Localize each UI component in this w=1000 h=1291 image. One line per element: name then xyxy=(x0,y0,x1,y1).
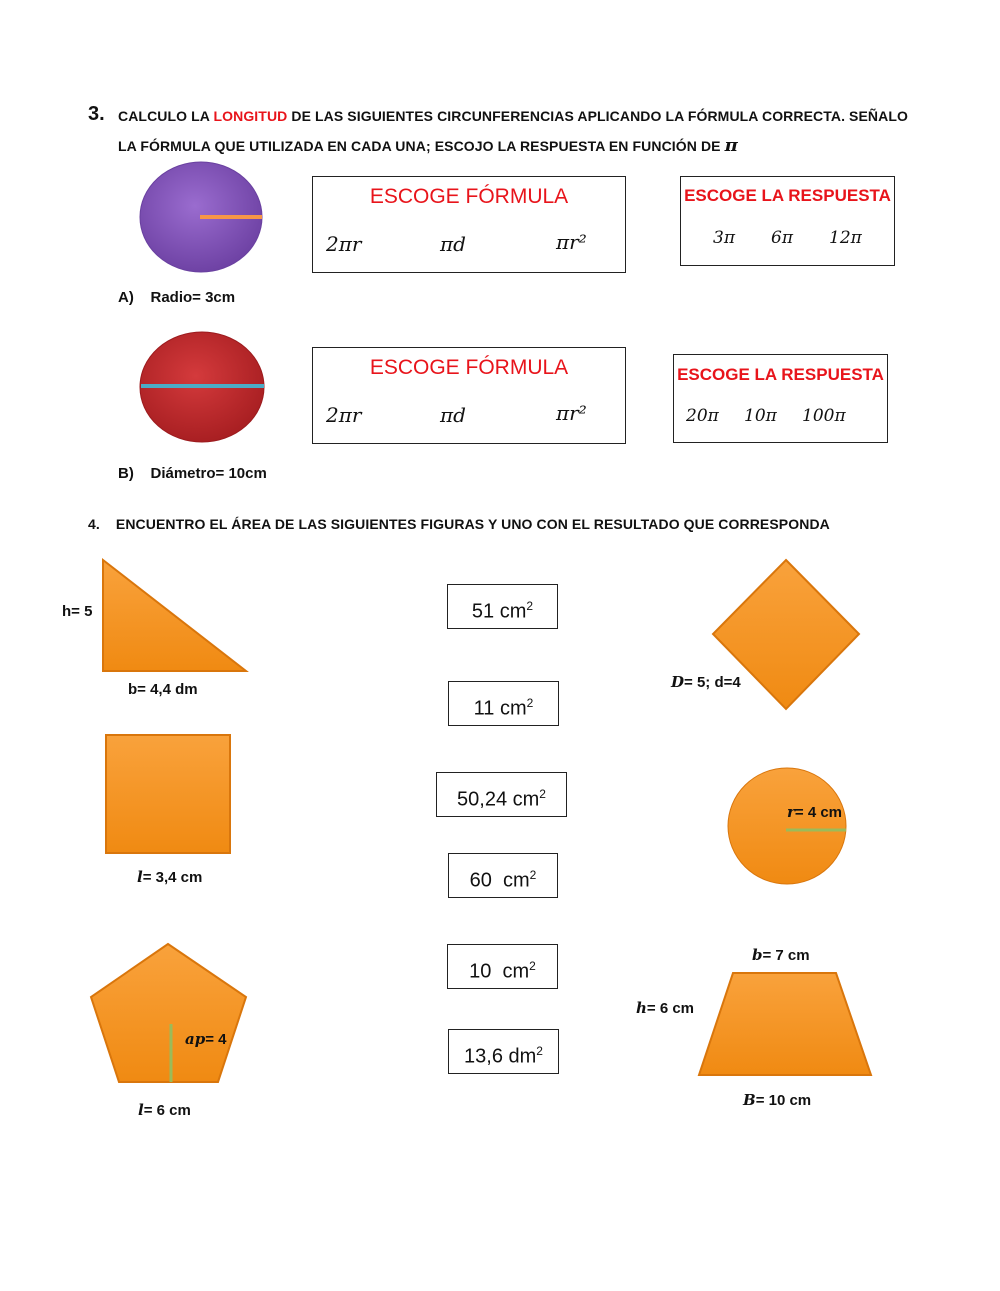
response-option-3pi[interactable]: 3π xyxy=(713,228,735,248)
question-3-text-line2: LA FÓRMULA QUE UTILIZADA EN CADA UNA; ESCOJO LA RESPUESTA EN FUNCIÓN DE xyxy=(118,138,725,154)
answer-box[interactable] xyxy=(448,853,558,898)
purple-circle xyxy=(138,160,268,290)
formula-option-pir2-b[interactable]: πr² xyxy=(556,401,587,425)
answer-box[interactable] xyxy=(447,944,558,989)
answer-box[interactable] xyxy=(436,772,567,817)
formula-option-2pir-a[interactable]: 2πr xyxy=(326,232,362,256)
square-side-label xyxy=(137,868,202,886)
triangle-height-label: h= 5 xyxy=(62,603,93,620)
response-option-6pi[interactable]: 6π xyxy=(771,228,793,248)
answer-exponent: 2 xyxy=(536,1044,543,1058)
answer-value: 51 cm xyxy=(471,600,527,623)
circle-radius-var: r xyxy=(787,803,795,821)
trapezoid-h-value: = 6 cm xyxy=(646,1000,695,1017)
answer-box[interactable] xyxy=(448,1029,559,1074)
trapezoid-height-label xyxy=(636,999,694,1017)
answer-exponent: 2 xyxy=(526,696,534,710)
rhombus-diagonals-value: = 5; d=4 xyxy=(684,674,741,691)
trapezoid-top-base-label xyxy=(752,946,810,964)
pentagon-side-value: = 6 cm xyxy=(143,1102,191,1119)
pentagon-apothem-label xyxy=(185,1030,227,1048)
question-3-line-2 xyxy=(118,131,738,161)
orange-circle-shape[interactable] xyxy=(726,766,850,888)
question-4-line xyxy=(88,509,830,539)
answer-box[interactable] xyxy=(447,584,558,629)
trapezoid-h-var: h xyxy=(636,999,647,1017)
question-4-number: 4. xyxy=(88,516,100,532)
question-3-number: 3. xyxy=(88,103,105,125)
question-3-text-a: CALCULO LA xyxy=(118,108,214,124)
part-b-label: B) Diámetro= 10cm xyxy=(118,465,267,482)
formula-option-pid-a[interactable]: πd xyxy=(440,232,466,256)
answer-value: 13,6 dm xyxy=(464,1045,537,1068)
response-title-b: ESCOGE LA RESPUESTA xyxy=(677,365,884,384)
answer-value: 50,24 cm xyxy=(457,788,540,811)
formula-option-2pir-b[interactable]: 2πr xyxy=(326,403,362,427)
pentagon-shape[interactable] xyxy=(88,941,250,1086)
pentagon-side-label xyxy=(138,1101,191,1119)
answer-exponent: 2 xyxy=(539,787,546,801)
question-3-highlight: LONGITUD xyxy=(213,108,288,124)
trapezoid-B-var: B xyxy=(743,1091,756,1109)
answer-box[interactable] xyxy=(448,681,559,726)
formula-option-pir2-a[interactable]: πr² xyxy=(556,230,587,254)
apothem-var: ap xyxy=(185,1030,206,1048)
response-option-100pi[interactable]: 100π xyxy=(802,406,846,426)
formula-option-pid-b[interactable]: πd xyxy=(440,403,466,427)
red-circle xyxy=(138,330,268,450)
question-3-line-1 xyxy=(118,101,908,131)
circle-radius-value: = 4 cm xyxy=(794,804,843,821)
question-4-text: ENCUENTRO EL ÁREA DE LAS SIGUIENTES FIGURAS Y UNO CON EL RESULTADO QUE CORRESPONDA xyxy=(115,516,830,532)
trapezoid-shape[interactable] xyxy=(696,970,874,1078)
answer-value: 10 cm xyxy=(469,960,530,983)
part-a-label: A) Radio= 3cm xyxy=(118,289,236,306)
square-side-value: = 3,4 cm xyxy=(142,869,203,886)
response-box-a[interactable] xyxy=(680,176,895,266)
triangle-base-label: b= 4,4 dm xyxy=(128,681,198,698)
response-option-20pi[interactable]: 20π xyxy=(686,406,719,426)
rhombus-diagonals-label xyxy=(671,673,741,691)
apothem-value: = 4 xyxy=(205,1031,227,1048)
answer-value: 60 cm xyxy=(469,869,530,892)
response-box-b[interactable] xyxy=(673,354,888,443)
answer-exponent: 2 xyxy=(529,868,537,882)
trapezoid-b-var: b xyxy=(752,946,763,964)
formula-title-b: ESCOGE FÓRMULA xyxy=(369,356,569,379)
response-title-a: ESCOGE LA RESPUESTA xyxy=(684,186,891,205)
trapezoid-B-value: = 10 cm xyxy=(755,1092,812,1109)
pi-symbol: π xyxy=(724,135,738,156)
circle-radius-label xyxy=(787,803,842,821)
answer-exponent: 2 xyxy=(526,599,534,613)
formula-box-a[interactable] xyxy=(312,176,626,273)
trapezoid-b-value: = 7 cm xyxy=(762,947,810,964)
response-option-12pi[interactable]: 12π xyxy=(829,228,862,248)
square-side-var: l xyxy=(137,868,143,886)
rhombus-D-var: D xyxy=(671,673,685,691)
answer-exponent: 2 xyxy=(529,959,536,973)
triangle-shape[interactable] xyxy=(100,557,250,675)
formula-title-a: ESCOGE FÓRMULA xyxy=(369,185,569,208)
answer-value: 11 cm xyxy=(473,697,527,720)
question-3-text-b: DE LAS SIGUIENTES CIRCUNFERENCIAS APLICANDO LA FÓRMULA CORRECTA. SEÑALO xyxy=(287,108,908,124)
formula-box-b[interactable] xyxy=(312,347,626,444)
response-option-10pi[interactable]: 10π xyxy=(744,406,777,426)
square-shape[interactable] xyxy=(104,733,232,855)
pentagon-side-var: l xyxy=(138,1101,144,1119)
trapezoid-bottom-base-label xyxy=(743,1091,811,1109)
